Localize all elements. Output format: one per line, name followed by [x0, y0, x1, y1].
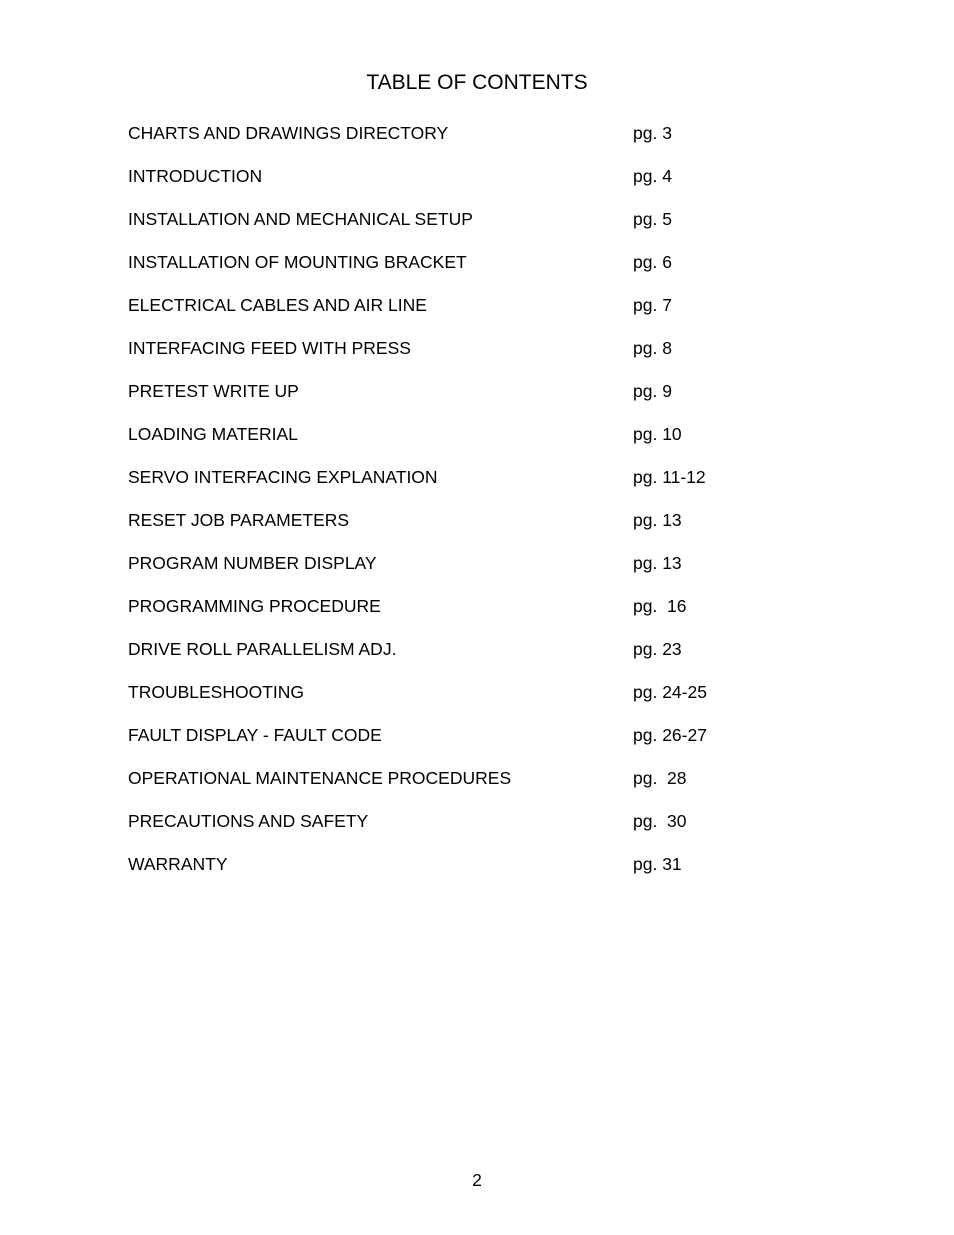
toc-entry-page: pg. 31	[633, 854, 682, 874]
toc-entry	[128, 292, 768, 335]
toc-entry-label: INSTALLATION AND MECHANICAL SETUP	[128, 209, 473, 229]
toc-entry-label: INTERFACING FEED WITH PRESS	[128, 338, 411, 358]
toc-entry	[128, 464, 768, 507]
toc-entry-page: pg. 26-27	[633, 725, 707, 745]
toc-entry-page: pg. 16	[633, 596, 687, 616]
toc-entry-label: OPERATIONAL MAINTENANCE PROCEDURES	[128, 768, 512, 788]
toc-entry	[128, 808, 768, 851]
toc-entry-label: RESET JOB PARAMETERS	[128, 510, 350, 530]
toc-entry-page: pg. 3	[633, 123, 672, 143]
toc-entry-label: TROUBLESHOOTING	[128, 682, 304, 702]
toc-entry-label: PROGRAMMING PROCEDURE	[128, 596, 381, 616]
toc-entry	[128, 249, 768, 292]
toc-entry-label: FAULT DISPLAY - FAULT CODE	[128, 725, 382, 745]
toc-entry-label: PROGRAM NUMBER DISPLAY	[128, 553, 377, 573]
toc-entry-page: pg. 23	[633, 639, 682, 659]
toc-entry-page: pg. 13	[633, 553, 682, 573]
toc-entry	[128, 421, 768, 464]
toc-entry-page: pg. 24-25	[633, 682, 707, 702]
toc-entry	[128, 679, 768, 722]
page-title: TABLE OF CONTENTS	[366, 71, 588, 94]
toc-entry	[128, 507, 768, 550]
toc-entry-page: pg. 8	[633, 338, 672, 358]
toc-entry	[128, 163, 768, 206]
toc-entry-label: PRETEST WRITE UP	[128, 381, 299, 401]
toc-entry-label: INTRODUCTION	[128, 166, 263, 186]
toc-entry	[128, 206, 768, 249]
page-number: 2	[472, 1170, 482, 1190]
toc-entry-page: pg. 5	[633, 209, 672, 229]
toc-entry-label: WARRANTY	[128, 854, 228, 874]
toc-entry	[128, 722, 768, 765]
toc-entry-page: pg. 7	[633, 295, 672, 315]
toc-entry	[128, 636, 768, 679]
toc-entry-label: DRIVE ROLL PARALLELISM ADJ.	[128, 639, 397, 659]
toc-entry-page: pg. 28	[633, 768, 687, 788]
toc-entry	[128, 378, 768, 421]
toc-entry-page: pg. 9	[633, 381, 672, 401]
toc-entry	[128, 593, 768, 636]
toc-entry	[128, 550, 768, 593]
toc-entry-label: INSTALLATION OF MOUNTING BRACKET	[128, 252, 467, 272]
toc-entry-label: ELECTRICAL CABLES AND AIR LINE	[128, 295, 427, 315]
table-of-contents	[128, 120, 768, 894]
toc-entry-page: pg. 10	[633, 424, 682, 444]
toc-entry-label: PRECAUTIONS AND SAFETY	[128, 811, 369, 831]
toc-entry	[128, 335, 768, 378]
toc-entry-label: CHARTS AND DRAWINGS DIRECTORY	[128, 123, 449, 143]
toc-entry	[128, 765, 768, 808]
toc-entry	[128, 120, 768, 163]
toc-entry-page: pg. 11-12	[633, 467, 706, 487]
toc-entry-page: pg. 6	[633, 252, 672, 272]
toc-entry-label: LOADING MATERIAL	[128, 424, 298, 444]
toc-entry-page: pg. 4	[633, 166, 672, 186]
toc-entry-page: pg. 13	[633, 510, 682, 530]
toc-entry	[128, 851, 768, 894]
toc-entry-label: SERVO INTERFACING EXPLANATION	[128, 467, 438, 487]
toc-entry-page: pg. 30	[633, 811, 687, 831]
